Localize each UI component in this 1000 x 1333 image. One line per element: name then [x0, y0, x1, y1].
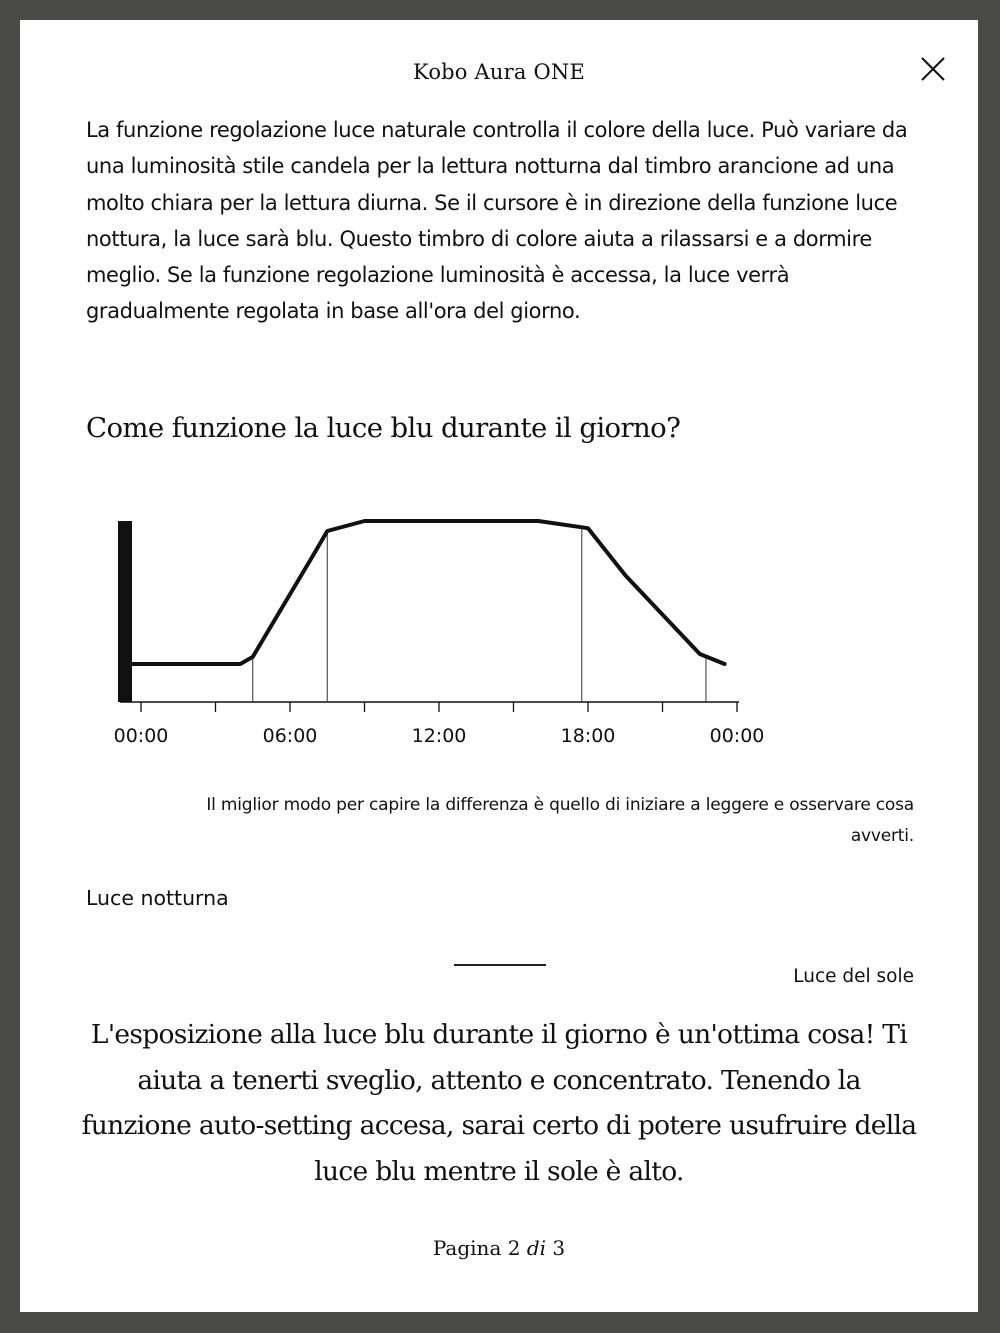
chart-heading: Come funzione la luce blu durante il giorno? [86, 412, 681, 444]
blue-light-curve [141, 521, 725, 664]
x-tick-label: 18:00 [560, 725, 616, 747]
slider-track[interactable] [454, 964, 546, 966]
blue-light-chart [80, 490, 780, 760]
page-separator: di [526, 1236, 547, 1260]
ereader-screen [20, 20, 978, 1312]
sunlight-label: Luce del sole [793, 966, 914, 987]
y-axis-bar [118, 521, 132, 702]
page-indicator [20, 1236, 978, 1260]
close-x-icon [918, 54, 948, 84]
page-total: 3 [552, 1236, 566, 1260]
bottom-paragraph: L'esposizione alla luce blu durante il giorno è un'ottima cosa! Ti aiuta a tenerti sveglio, attento e concentrato. Tenendo la funzione auto-setting accesa, sarai certo di potere usufruire della luce blu mentre il sole è alto. [81, 1019, 917, 1187]
x-tick-label: 06:00 [262, 725, 318, 747]
x-tick-label: 00:00 [113, 725, 169, 747]
light-slider [20, 880, 978, 1000]
x-tick-label: 00:00 [709, 725, 765, 747]
x-tick-label: 12:00 [411, 725, 467, 747]
page-title: Kobo Aura ONE [413, 60, 585, 84]
intro-paragraph: La funzione regolazione luce naturale controlla il colore della luce. Può variare da una luminosità stile candela per la lettura notturna dal timbro arancione ad una molto chiara per la lettura diurna. Se il cursore è in direzione della funzione luce nottura, la luce sarà blu. Questo timbro di colore aiuta a rilassarsi e a dormire meglio. Se la funzione regolazione luminosità è accessa, la luce verrà gradualmente regolata in base all'ora del giorno. [86, 118, 908, 324]
page-prefix: Pagina [432, 1236, 502, 1260]
page-current: 2 [507, 1236, 521, 1260]
night-light-label: Luce notturna [86, 886, 229, 910]
close-button[interactable] [918, 54, 948, 84]
caption-text: Il miglior modo per capire la differenza è quello di iniziare a leggere e osservare cosa avverti. [206, 795, 914, 846]
